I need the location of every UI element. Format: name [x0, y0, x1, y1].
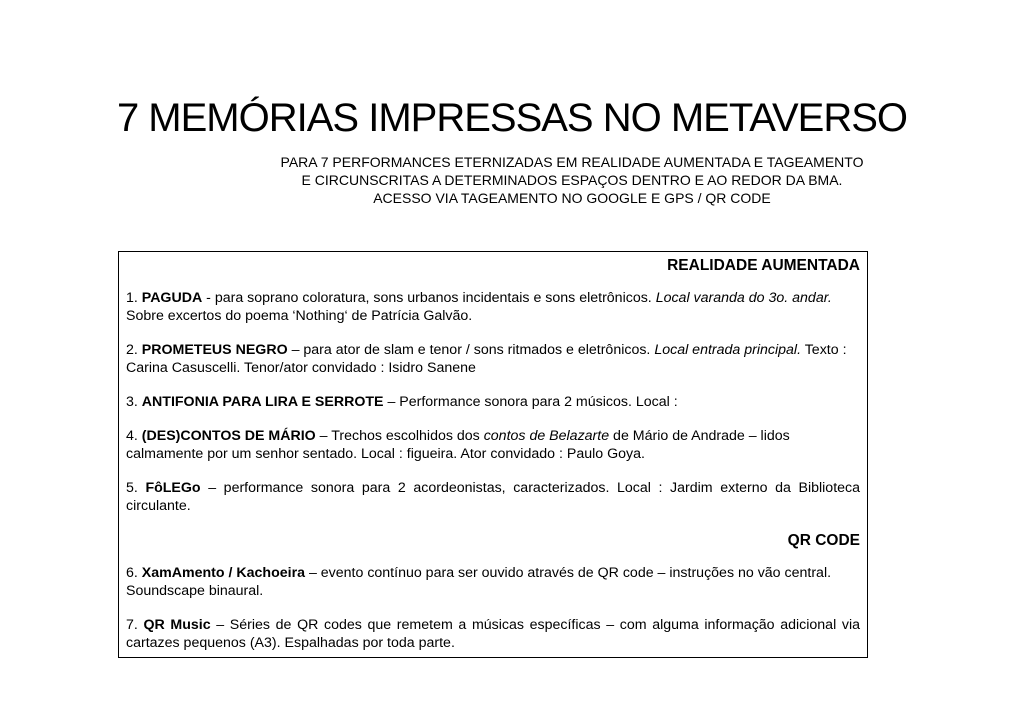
- item-number: 1.: [126, 290, 142, 306]
- item-name: PAGUDA: [141, 290, 203, 306]
- item-name: ANTIFONIA PARA LIRA E SERROTE: [141, 394, 384, 410]
- subtitle-line-1: PARA 7 PERFORMANCES ETERNIZADAS EM REALIDADE AUMENTADA E TAGEAMENTO: [280, 154, 864, 170]
- subtitle-line-3: ACESSO VIA TAGEAMENTO NO GOOGLE E GPS / QR CODE: [373, 190, 771, 206]
- item-description-extra: de Mário de Andrade – lidos calmamente por um senhor sentado. Local : figueira. Ator convidado : Paulo Goya.: [126, 428, 790, 462]
- qr-code-heading: QR CODE: [787, 532, 860, 549]
- performance-item-7: [126, 616, 860, 652]
- item-description: – Performance sonora para 2 músicos. Local :: [383, 394, 678, 410]
- item-number: 7.: [126, 617, 144, 633]
- item-description: - para soprano coloratura, sons urbanos incidentais e sons eletrônicos.: [202, 290, 656, 306]
- document-subtitle: [232, 153, 912, 207]
- performance-item-4: [126, 427, 860, 463]
- document-title: 7 MEMÓRIAS IMPRESSAS NO METAVERSO: [116, 96, 908, 140]
- item-description-extra: Sobre excertos do poema ‘Nothing‘ de Patrícia Galvão.: [126, 308, 473, 324]
- item-book-title: contos de Belazarte: [483, 428, 610, 444]
- performance-item-2: [126, 341, 860, 377]
- item-name: FôLEGo: [145, 480, 201, 496]
- performances-box: [118, 251, 868, 658]
- subtitle-line-2: E CIRCUNSCRITAS A DETERMINADOS ESPAÇOS DENTRO E AO REDOR DA BMA.: [301, 172, 843, 188]
- item-number: 5.: [126, 480, 146, 496]
- item-description: – performance sonora para 2 acordeonistas, caracterizados. Local : Jardim externo da Biblioteca circulante.: [126, 480, 861, 514]
- item-number: 6.: [126, 565, 142, 581]
- performance-item-3: [126, 393, 860, 411]
- augmented-reality-heading: REALIDADE AUMENTADA: [667, 257, 860, 274]
- item-location: Local varanda do 3o. andar.: [655, 290, 832, 306]
- item-number: 3.: [126, 394, 142, 410]
- item-number: 4.: [126, 428, 142, 444]
- item-name: XamAmento / Kachoeira: [141, 565, 305, 581]
- item-description: – Trechos escolhidos dos: [315, 428, 484, 444]
- item-location: Local entrada principal.: [654, 342, 802, 358]
- item-description: – para ator de slam e tenor / sons ritmados e eletrônicos.: [287, 342, 655, 358]
- item-description: – Séries de QR codes que remetem a músicas específicas – com alguma informação adicional via cartazes pequenos (A3). Espalhadas por toda parte.: [126, 617, 860, 651]
- item-name: PROMETEUS NEGRO: [141, 342, 288, 358]
- item-name: (DES)CONTOS DE MÁRIO: [141, 428, 316, 444]
- item-name: QR Music: [143, 617, 211, 633]
- performance-item-6: [126, 564, 860, 600]
- performance-item-1: [126, 289, 860, 325]
- performance-item-5: [126, 479, 860, 515]
- item-number: 2.: [126, 342, 142, 358]
- item-description-extra: Texto : Carina Casuscelli. Tenor/ator convidado : Isidro Sanene: [126, 342, 847, 376]
- item-description: – evento contínuo para ser ouvido através de QR code – instruções no vão central. Soundscape binaural.: [126, 565, 832, 599]
